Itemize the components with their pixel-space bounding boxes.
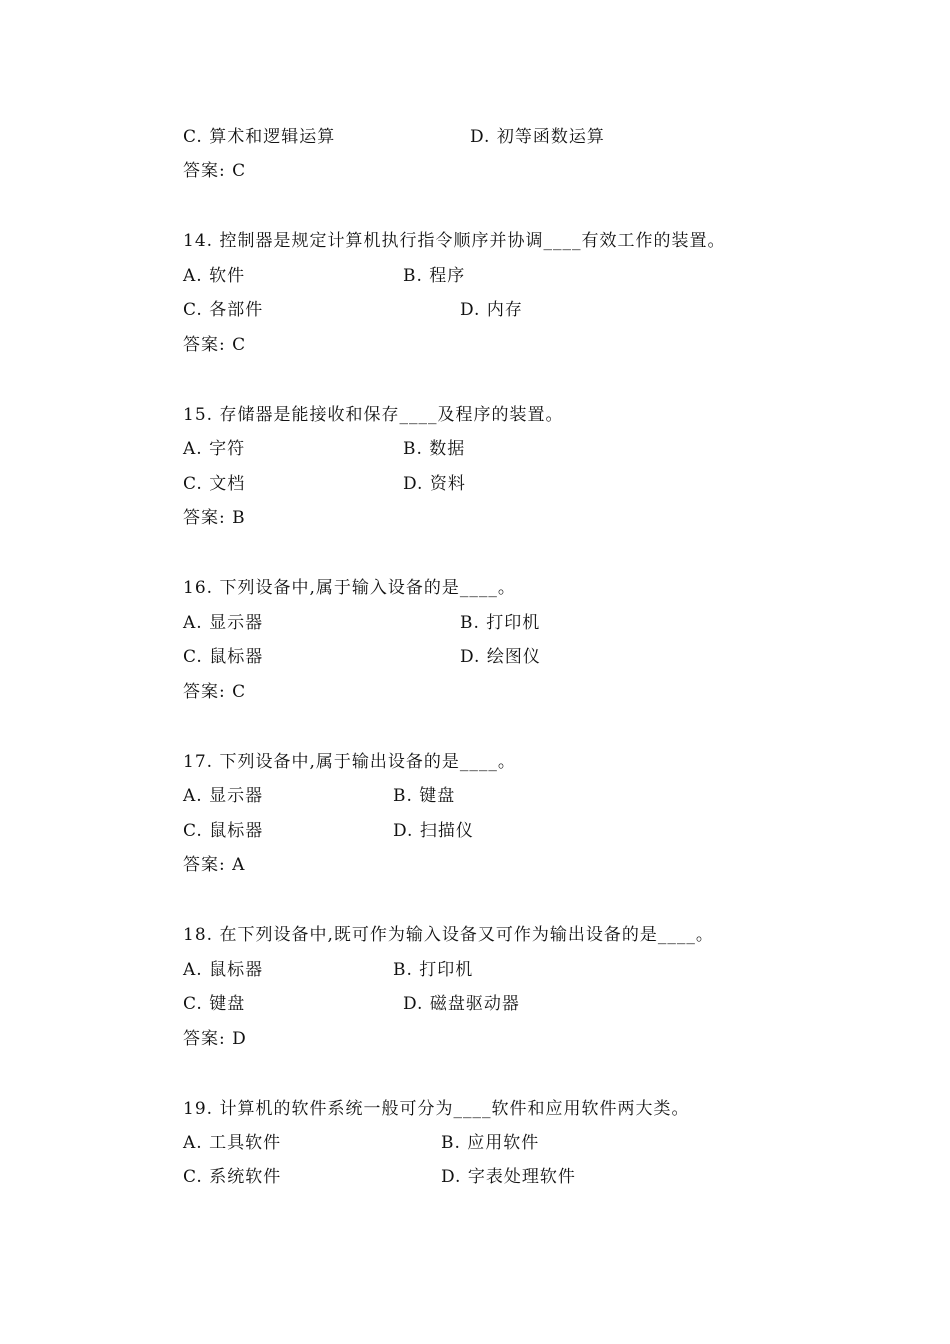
option-a: A. 工具软件 [183,1133,282,1153]
option-b: B. 程序 [403,266,466,286]
answer: 答案: C [183,682,247,702]
option-b: B. 数据 [403,439,466,459]
option-c: C. 文档 [183,474,246,494]
option-d: D. 初等函数运算 [470,127,605,147]
option-b: B. 应用软件 [441,1133,540,1153]
question-text: 16. 下列设备中,属于输入设备的是____。 [183,578,516,598]
option-a: A. 软件 [183,266,246,286]
option-c: C. 算术和逻辑运算 [183,127,336,147]
option-b: B. 打印机 [460,613,541,633]
answer: 答案: C [183,335,247,355]
option-d: D. 磁盘驱动器 [403,994,520,1014]
option-a: A. 显示器 [183,613,264,633]
option-c: C. 系统软件 [183,1167,282,1187]
option-b: B. 键盘 [393,786,456,806]
answer: 答案: B [183,508,246,528]
answer: 答案: C [183,161,247,181]
option-a: A. 鼠标器 [183,960,264,980]
option-d: D. 扫描仪 [393,821,474,841]
question-text: 15. 存储器是能接收和保存____及程序的装置。 [183,405,564,425]
question-text: 17. 下列设备中,属于输出设备的是____。 [183,752,516,772]
question-text: 19. 计算机的软件系统一般可分为____软件和应用软件两大类。 [183,1099,690,1119]
option-d: D. 资料 [403,474,466,494]
option-d: D. 绘图仪 [460,647,541,667]
option-c: C. 鼠标器 [183,647,264,667]
option-d: D. 内存 [460,300,523,320]
answer: 答案: D [183,1029,247,1049]
answer: 答案: A [183,855,246,875]
question-text: 14. 控制器是规定计算机执行指令顺序并协调____有效工作的装置。 [183,231,726,251]
option-c: C. 各部件 [183,300,264,320]
option-c: C. 键盘 [183,994,246,1014]
option-b: B. 打印机 [393,960,474,980]
option-c: C. 鼠标器 [183,821,264,841]
option-d: D. 字表处理软件 [441,1167,576,1187]
option-a: A. 字符 [183,439,246,459]
question-text: 18. 在下列设备中,既可作为输入设备又可作为输出设备的是____。 [183,925,714,945]
option-a: A. 显示器 [183,786,264,806]
